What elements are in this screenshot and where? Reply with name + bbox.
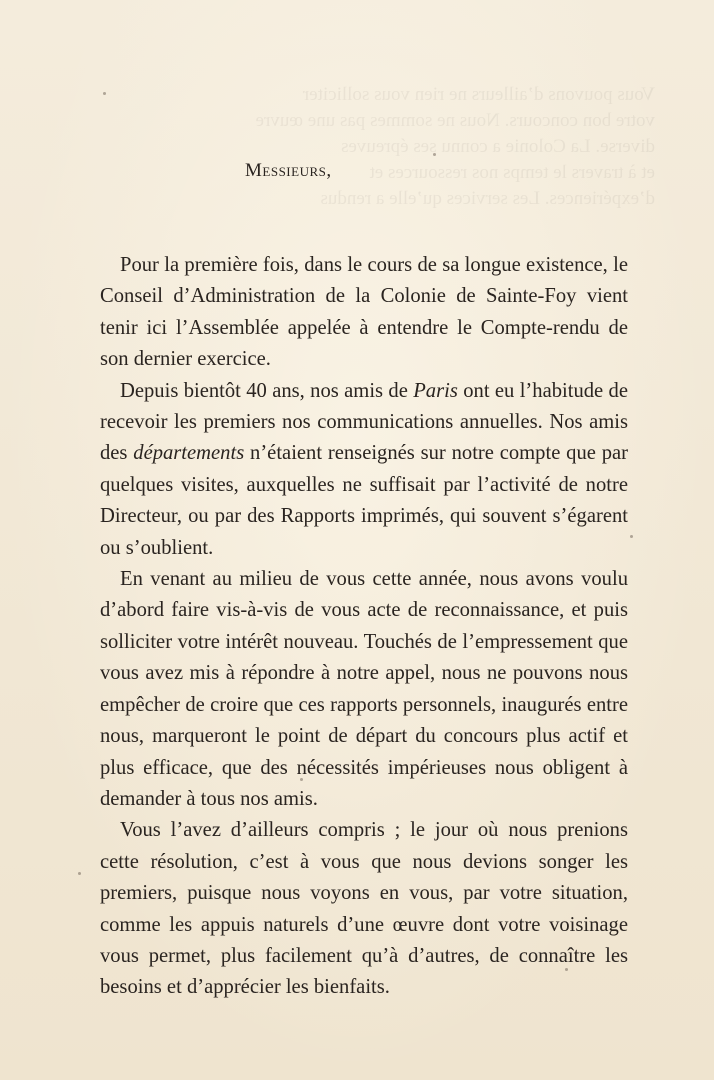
paper-speck <box>300 778 303 781</box>
paper-speck <box>433 153 436 156</box>
italic-run: départements <box>133 442 245 465</box>
paragraph <box>100 564 628 815</box>
text-run: Vous l’avez d’ailleurs compris ; le jour où nous prenions cette résolution, c’est à vous que nous devions songer les premiers, puisque nous voyons en vous, par votre situation, comme les appuis naturels d’une œuvre dont votre voisinage vous permet, plus facilement qu’à d’autres, de connaître les besoins et d’apprécier les bienfaits. <box>100 819 628 999</box>
paper-speck <box>565 968 568 971</box>
paper-speck <box>103 92 106 95</box>
italic-run: Paris <box>413 379 458 402</box>
paragraph <box>100 376 628 564</box>
paragraph <box>100 815 628 1003</box>
show-through-text: Vous pouvons d’ailleurs ne rien vous solliciter votre bon concours. Nous ne sommes pas une œuvre diverse. La Colonie a connu ses épreuves et à travers le temps nos ressources et d’expériences. Les services qu’elle a rendus <box>255 84 655 209</box>
text-run: En venant au milieu de vous cette année, nous avons voulu d’abord faire vis-à-vis de vous acte de reconnaissance, et puis solliciter votre intérêt nouveau. Touchés de l’empressement que vous avez mis à répondre à notre appel, nous ne pouvons nous empêcher de croire que ces rapports personnels, inaugurés entre nous, marqueront le point de départ du concours plus actif et plus efficace, que des nécessités impérieuses nous obligent à demander à tous nos amis. <box>100 568 628 810</box>
body-text <box>100 250 628 1004</box>
text-run: n’étaient renseignés sur notre compte que par quelques visites, auxquelles ne suffisait par l’activité de notre Directeur, ou par des Rapports imprimés, qui souvent s’égarent ou s’oublient. <box>100 442 628 559</box>
paragraph <box>100 250 628 376</box>
text-run: Pour la première fois, dans le cours de sa longue existence, le Conseil d’Administration de la Colonie de Sainte-Foy vient tenir ici l’Assemblée appelée à entendre le Compte-rendu de son dernier exercice. <box>100 254 628 371</box>
paper-speck <box>78 872 81 875</box>
page-heading: Messieurs, <box>245 160 332 181</box>
text-run: ont eu l’habitude de recevoir les premiers nos communications annuelles. Nos amis des <box>100 379 628 465</box>
text-run: Depuis bientôt 40 ans, nos amis de <box>120 379 414 402</box>
paper-speck <box>630 535 633 538</box>
